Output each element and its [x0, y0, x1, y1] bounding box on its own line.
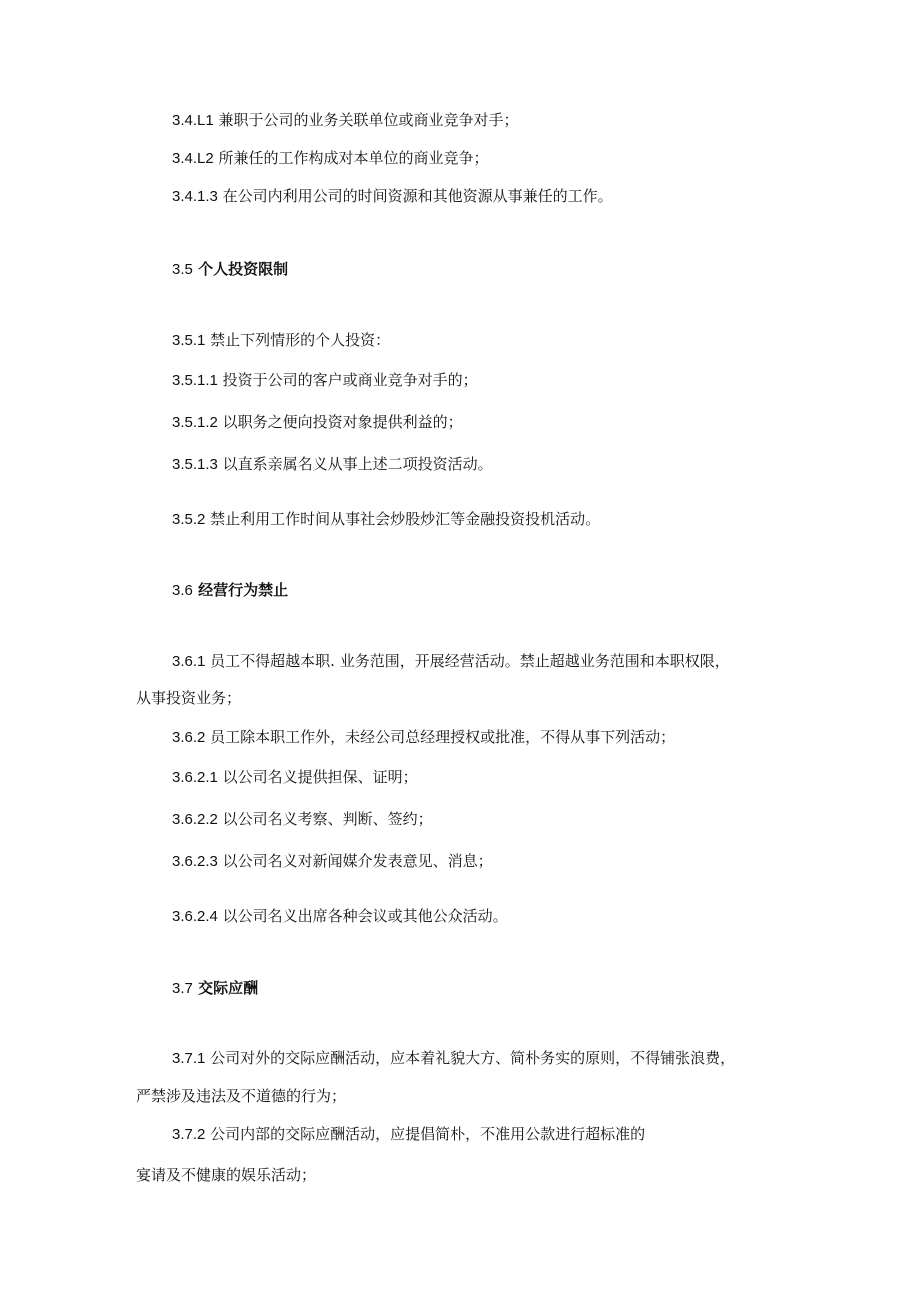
clause-3-4-1-3 [172, 186, 613, 207]
clause-number: 3.5.2 [172, 511, 206, 528]
clause-3-6-2-2 [172, 809, 433, 830]
clause-number: 3.4.L1 [172, 112, 214, 129]
clause-text: 投资于公司的客户或商业竞争对手的； [222, 371, 478, 389]
section-heading-3-5 [172, 259, 288, 280]
clause-text: 从事投资业务； [136, 689, 242, 707]
clause-number: 3.6.2.4 [172, 908, 218, 925]
clause-3-5-1 [172, 330, 390, 351]
clause-number: 3.5.1.2 [172, 414, 218, 431]
clause-3-5-1-3 [172, 454, 493, 475]
clause-text: 禁止下列情形的个人投资： [210, 331, 391, 349]
clause-number: 3.5.1 [172, 332, 206, 349]
clause-number: 3.6.2.2 [172, 811, 218, 828]
clause-3-6-2 [172, 727, 675, 748]
clause-number: 3.6.1 [172, 653, 206, 670]
clause-number: 3.5.1.3 [172, 456, 218, 473]
clause-number: 3.4.1.3 [172, 188, 218, 205]
section-number: 3.7 [172, 980, 193, 997]
clause-text: 禁止利用工作时间从事社会炒股炒汇等金融投资投机活动。 [210, 510, 601, 528]
clause-text: 员工不得超越本职. 业务范围，开展经营活动。禁止超越业务范围和本职权限， [210, 652, 730, 670]
section-heading-3-6 [172, 580, 288, 601]
clause-text: 以职务之便向投资对象提供利益的； [222, 413, 463, 431]
clause-number: 3.6.2.1 [172, 769, 218, 786]
clause-3-4-l1 [172, 110, 519, 131]
clause-3-6-1 [172, 651, 730, 672]
clause-text: 宴请及不健康的娱乐活动； [136, 1166, 317, 1184]
clause-3-7-2-continued [136, 1165, 316, 1185]
clause-number: 3.6.2 [172, 729, 206, 746]
clause-number: 3.5.1.1 [172, 372, 218, 389]
clause-text: 员工除本职工作外，未经公司总经理授权或批准，不得从事下列活动； [210, 728, 676, 746]
clause-3-6-2-3 [172, 851, 493, 872]
clause-3-6-2-4 [172, 906, 508, 927]
clause-text: 以公司名义考察、判断、签约； [222, 810, 433, 828]
clause-text: 所兼任的工作构成对本单位的商业竞争； [218, 149, 489, 167]
clause-3-5-1-1 [172, 370, 478, 391]
clause-number: 3.4.L2 [172, 150, 214, 167]
clause-text: 以直系亲属名义从事上述二项投资活动。 [222, 455, 493, 473]
section-title: 个人投资限制 [198, 260, 289, 278]
clause-3-5-2 [172, 509, 600, 530]
section-number: 3.6 [172, 582, 193, 599]
clause-3-7-1 [172, 1048, 735, 1069]
clause-3-7-1-continued [136, 1086, 346, 1106]
clause-number: 3.6.2.3 [172, 853, 218, 870]
clause-3-6-1-continued [136, 688, 241, 708]
section-heading-3-7 [172, 978, 258, 999]
section-number: 3.5 [172, 261, 193, 278]
clause-text: 公司对外的交际应酬活动，应本着礼貌大方、简朴务实的原则，不得铺张浪费， [210, 1049, 736, 1067]
clause-text: 以公司名义对新闻媒介发表意见、消息； [222, 852, 493, 870]
section-title: 交际应酬 [198, 979, 259, 997]
clause-3-6-2-1 [172, 767, 418, 788]
section-title: 经营行为禁止 [198, 581, 289, 599]
clause-3-7-2 [172, 1124, 645, 1145]
clause-text: 以公司名义提供担保、证明； [222, 768, 418, 786]
clause-number: 3.7.1 [172, 1050, 206, 1067]
clause-text: 以公司名义出席各种会议或其他公众活动。 [222, 907, 508, 925]
clause-3-4-l2 [172, 148, 489, 169]
clause-number: 3.7.2 [172, 1126, 206, 1143]
clause-text: 兼职于公司的业务关联单位或商业竞争对手； [218, 111, 519, 129]
clause-text: 公司内部的交际应酬活动，应提倡简朴，不准用公款进行超标准的 [210, 1125, 646, 1143]
clause-3-5-1-2 [172, 412, 463, 433]
clause-text: 严禁涉及违法及不道德的行为； [136, 1087, 347, 1105]
clause-text: 在公司内利用公司的时间资源和其他资源从事兼任的工作。 [222, 187, 613, 205]
